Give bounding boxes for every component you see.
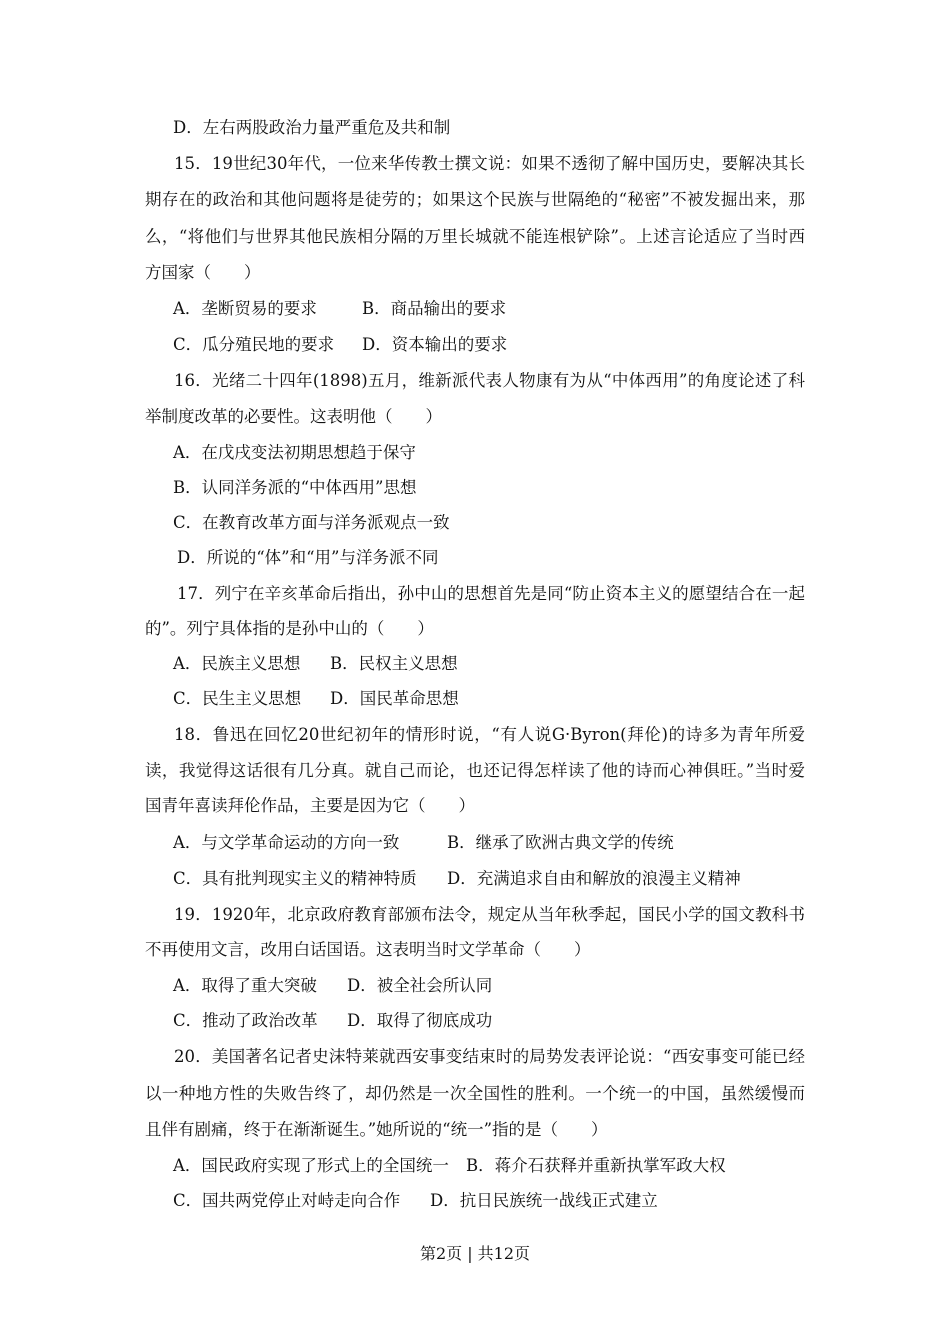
q16-option-a: A．在戊戌变法初期思想趋于保守 <box>173 443 416 462</box>
q18-stem-line: 18．鲁迅在回忆20世纪初年的情形时说，“有人说G·Byron(拜伦)的诗多为青年所爱 <box>174 725 805 744</box>
q17-options-row <box>173 687 833 711</box>
q15-option-a: A．垄断贸易的要求 <box>173 299 317 318</box>
q17-stem-line: 的”。列宁具体指的是孙中山的（ ） <box>145 619 434 638</box>
q18-option-b: B．继承了欧洲古典文学的传统 <box>447 833 674 852</box>
q19-stem-line: 不再使用文言，改用白话国语。这表明当时文学革命（ ） <box>145 940 591 959</box>
q20-option-b: B．蒋介石获释并重新执掌军政大权 <box>466 1156 726 1175</box>
page-number-footer: 第2页 | 共12页 <box>419 1244 531 1263</box>
q18-stem-line: 读，我觉得这话很有几分真。就自己而论，也还记得怎样读了他的诗而心神俱旺。”当时爱 <box>145 761 805 780</box>
q17-option-b: B．民权主义思想 <box>330 654 458 673</box>
q15-stem-line: 期存在的政治和其他问题将是徒劳的；如果这个民族与世隔绝的“秘密”不被发掘出来，那 <box>145 190 805 209</box>
q18-option-a: A．与文学革命运动的方向一致 <box>173 833 400 852</box>
q20-options-row <box>173 1154 833 1178</box>
q15-option-b: B．商品输出的要求 <box>362 299 507 318</box>
q15-option-c: C．瓜分殖民地的要求 <box>173 335 335 354</box>
q20-stem-line: 20．美国著名记者史沫特莱就西安事变结束时的局势发表评论说：“西安事变可能已经 <box>174 1047 805 1066</box>
q19-option-b: D．被全社会所认同 <box>347 976 493 995</box>
q16-stem-line: 举制度改革的必要性。这表明他（ ） <box>145 407 442 426</box>
q16-option-c: C．在教育改革方面与洋务派观点一致 <box>173 513 450 532</box>
q19-option-a: A．取得了重大突破 <box>173 976 317 995</box>
q17-option-a: A．民族主义思想 <box>173 654 301 673</box>
q14-option-d: D．左右两股政治力量严重危及共和制 <box>173 118 451 137</box>
q19-option-c: C．推动了政治改革 <box>173 1011 318 1030</box>
q15-options-row <box>173 333 833 357</box>
q20-options-row <box>173 1189 833 1213</box>
q15-stem-line: 方国家（ ） <box>145 263 261 282</box>
q20-stem-line: 以一种地方性的失败告终了，却仍然是一次全国性的胜利。一个统一的中国，虽然缓慢而 <box>145 1084 805 1103</box>
q18-options-row <box>173 831 833 855</box>
q20-option-c: C．国共两党停止对峙走向合作 <box>173 1191 401 1210</box>
q17-option-d: D．国民革命思想 <box>330 689 459 708</box>
q19-options-row <box>173 974 833 998</box>
q17-option-c: C．民生主义思想 <box>173 689 302 708</box>
q15-stem-line: 么，“将他们与世界其他民族相分隔的万里长城就不能连根铲除”。上述言论适应了当时西 <box>145 227 805 246</box>
q15-option-d: D．资本输出的要求 <box>362 335 508 354</box>
q18-options-row <box>173 867 833 891</box>
q18-stem-line: 国青年喜读拜伦作品，主要是因为它（ ） <box>145 796 475 815</box>
q16-option-d: D．所说的“体”和“用”与洋务派不同 <box>177 548 439 567</box>
q18-option-d: D．充满追求自由和解放的浪漫主义精神 <box>447 869 741 888</box>
q20-stem-line: 且伴有剧痛，终于在渐渐诞生。”她所说的“统一”指的是（ ） <box>145 1120 608 1139</box>
q19-options-row <box>173 1009 833 1033</box>
q20-option-d: D．抗日民族统一战线正式建立 <box>430 1191 658 1210</box>
q17-options-row <box>173 652 833 676</box>
q19-stem-line: 19．1920年，北京政府教育部颁布法令，规定从当年秋季起，国民小学的国文教科书 <box>174 905 805 924</box>
q18-option-c: C．具有批判现实主义的精神特质 <box>173 869 417 888</box>
q15-stem-line: 15．19世纪30年代，一位来华传教士撰文说：如果不透彻了解中国历史，要解决其长 <box>174 154 805 173</box>
q17-stem-line: 17．列宁在辛亥革命后指出，孙中山的思想首先是同“防止资本主义的愿望结合在一起 <box>177 584 805 603</box>
q16-stem-line: 16．光绪二十四年(1898)五月，维新派代表人物康有为从“中体西用”的角度论述了科 <box>174 371 805 390</box>
q16-option-b: B．认同洋务派的“中体西用”思想 <box>173 478 417 497</box>
q15-options-row <box>173 297 833 321</box>
q19-option-d: D．取得了彻底成功 <box>347 1011 493 1030</box>
q20-option-a: A．国民政府实现了形式上的全国统一 <box>173 1156 449 1175</box>
